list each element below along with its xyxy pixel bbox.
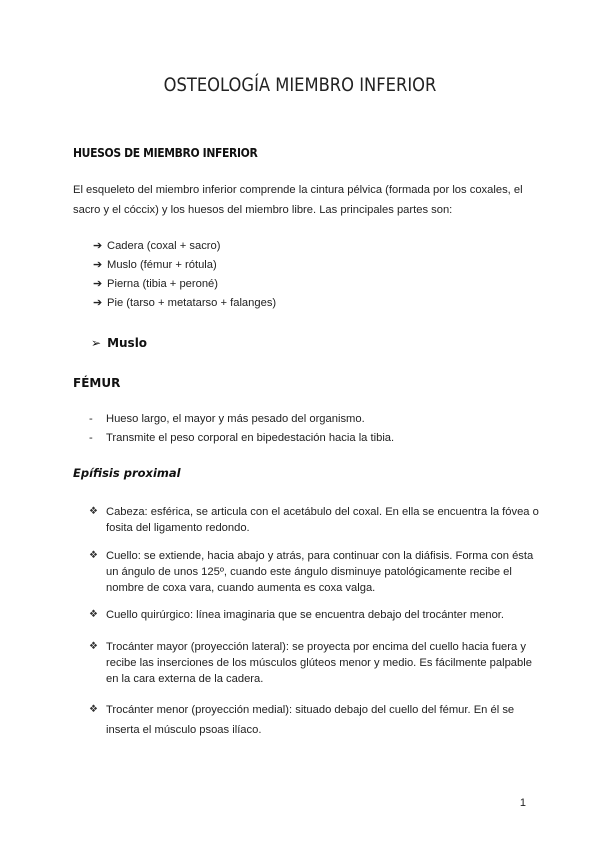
list-item xyxy=(89,410,394,429)
arrow-bullet-icon: ➔ xyxy=(93,278,103,290)
list-item-text: Hueso largo, el mayor y más pesado del organismo. xyxy=(106,413,365,425)
list-item-text: Pie (tarso + metatarso + falanges) xyxy=(107,297,277,309)
list-item-text: Muslo (fémur + rótula) xyxy=(107,259,217,271)
diamond-bullet-icon: ❖ xyxy=(89,704,98,715)
list-item xyxy=(89,700,539,740)
list-item xyxy=(93,294,276,313)
diamond-bullet-icon: ❖ xyxy=(89,609,98,620)
list-item xyxy=(89,639,539,687)
list-item xyxy=(89,607,539,623)
arrow-bullet-icon: ➔ xyxy=(93,259,103,271)
triangle-arrow-icon: ➢ xyxy=(91,336,102,350)
subsection-title: Muslo xyxy=(107,336,148,350)
diamond-bullet-icon: ❖ xyxy=(89,506,98,517)
page-number: 1 xyxy=(519,797,526,809)
femur-points-list xyxy=(89,410,394,448)
femur-heading: FÉMUR xyxy=(73,376,121,390)
list-item xyxy=(93,237,276,256)
parts-list xyxy=(93,237,276,313)
subsection-heading-muslo xyxy=(91,336,147,350)
dash-bullet-icon: - xyxy=(89,432,93,444)
list-item-text: Trocánter mayor (proyección lateral): se proyecta por encima del cuello hacia fuera y recibe las inserciones de los músculos glúteos menor y medio. Es fácilmente palpable en la cara externa de la cadera. xyxy=(106,641,532,685)
list-item xyxy=(89,548,539,596)
list-item-text: Pierna (tibia + peroné) xyxy=(107,278,219,290)
arrow-bullet-icon: ➔ xyxy=(93,297,103,309)
list-item-text: Transmite el peso corporal en bipedestación hacia la tibia. xyxy=(106,432,395,444)
list-item-text: Cuello quirúrgico: línea imaginaria que se encuentra debajo del trocánter menor. xyxy=(106,609,505,621)
list-item-text: Trocánter menor (proyección medial): situado debajo del cuello del fémur. En él se inserta el músculo psoas ilíaco. xyxy=(106,704,515,736)
epifisis-heading: Epífisis proximal xyxy=(73,466,181,480)
document-title: OSTEOLOGÍA MIEMBRO INFERIOR xyxy=(163,74,437,96)
section-heading-huesos: HUESOS DE MIEMBRO INFERIOR xyxy=(73,146,258,160)
arrow-bullet-icon: ➔ xyxy=(93,240,103,252)
list-item-text: Cuello: se extiende, hacia abajo y atrás, para continuar con la diáfisis. Forma con ésta un ángulo de unos 125º, cuando este ángulo disminuye patológicamente recibe el nombre de coxa vara, cuando aumenta es coxa valga. xyxy=(106,550,534,594)
intro-paragraph: El esqueleto del miembro inferior comprende la cintura pélvica (formada por los coxales, el sacro y el cóccix) y los huesos del miembro libre. Las principales partes son: xyxy=(73,184,523,216)
list-item-text: Cadera (coxal + sacro) xyxy=(107,240,221,252)
dash-bullet-icon: - xyxy=(89,413,93,425)
diamond-bullet-icon: ❖ xyxy=(89,550,98,561)
list-item xyxy=(93,256,276,275)
list-item xyxy=(89,504,539,536)
list-item xyxy=(93,275,276,294)
list-item xyxy=(89,429,394,448)
diamond-bullet-icon: ❖ xyxy=(89,641,98,652)
list-item-text: Cabeza: esférica, se articula con el acetábulo del coxal. En ella se encuentra la fóvea o fosita del ligamento redondo. xyxy=(106,506,539,534)
